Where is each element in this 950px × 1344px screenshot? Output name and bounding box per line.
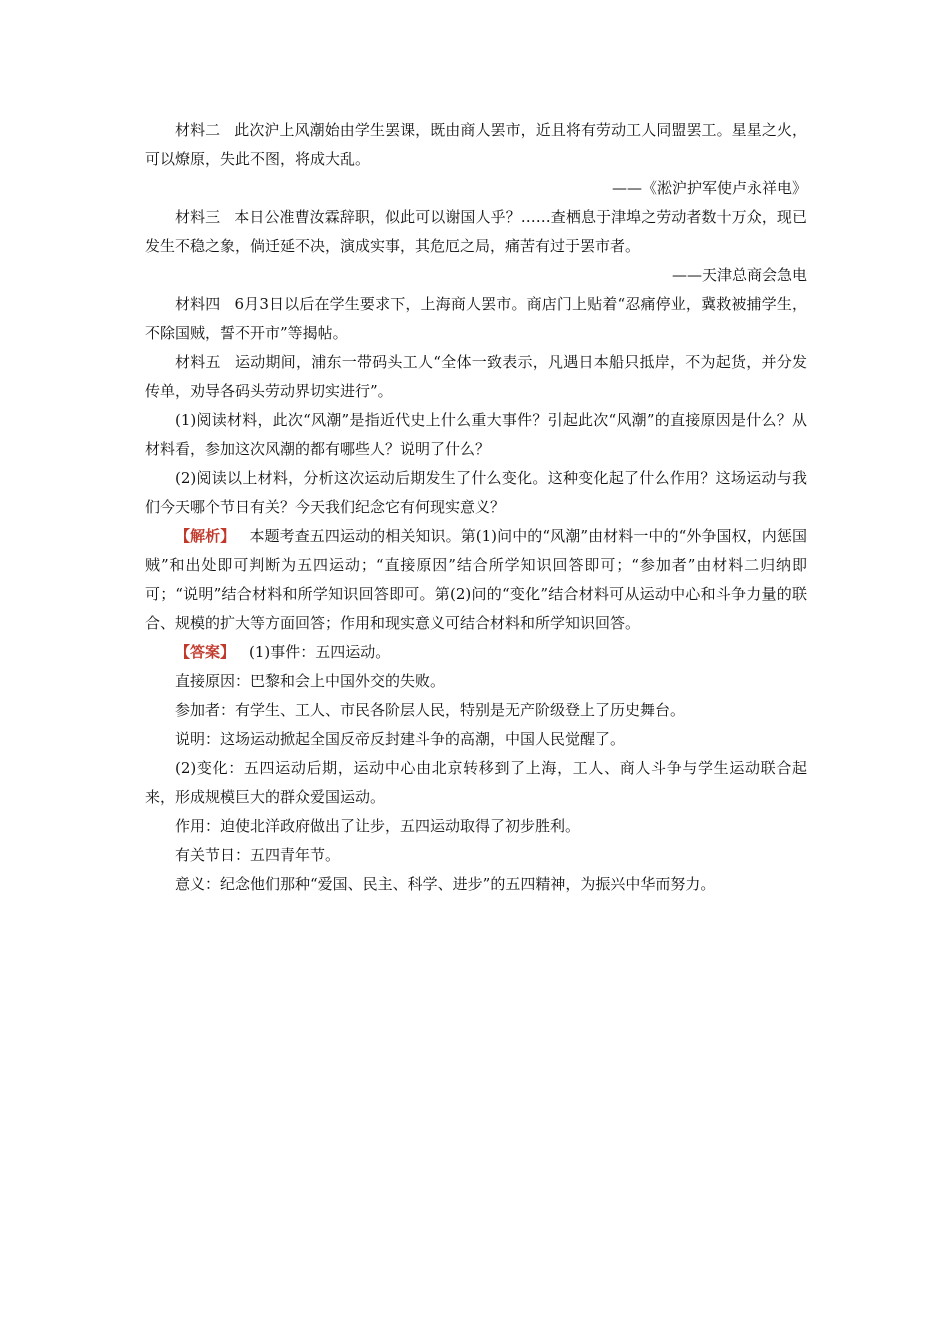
material-source: ——天津总商会急电 xyxy=(671,266,807,284)
analysis-text: 本题考查五四运动的相关知识。第(1)问中的“风潮”由材料一中的“外争国权，内惩国贼”和出处即可判断为五四运动；“直接原因”结合所学知识回答即可；“参加者”由材料二归纳即可；“说明”结合材料和所学知识回答即可。第(2)问的“变化”结合材料可从运动中心和斗争力量的联合、规模的扩大等方面回答；作用和现实意义可结合材料和所学知识回答。 xyxy=(145,527,807,632)
material-label: 材料五 xyxy=(175,353,221,371)
answer-line: 直接原因：巴黎和会上中国外交的失败。 xyxy=(175,672,446,690)
answer-line: 作用：迫使北洋政府做出了让步，五四运动取得了初步胜利。 xyxy=(175,817,581,835)
answer-event: (1)事件：五四运动。 xyxy=(249,643,391,661)
material-label: 材料二 xyxy=(175,121,221,139)
material-text: 运动期间，浦东一带码头工人“全体一致表示，凡遇日本船只抵岸，不为起货，并分发传单，劝导各码头劳动界切实进行”。 xyxy=(145,353,807,400)
analysis-tag: 【解析】 xyxy=(175,527,236,545)
material-text: 6月3日以后在学生要求下，上海商人罢市。商店门上贴着“忍痛停业，冀救被捕学生，不除国贼，誓不开市”等揭帖。 xyxy=(145,295,807,342)
analysis-paragraph xyxy=(145,522,807,638)
answer-part-2: (2)变化：五四运动后期，运动中心由北京转移到了上海，工人、商人斗争与学生运动联合起来，形成规模巨大的群众爱国运动。 xyxy=(145,759,807,806)
answer-line: 有关节日：五四青年节。 xyxy=(175,846,341,864)
question-1: (1)阅读材料，此次“风潮”是指近代史上什么重大事件？引起此次“风潮”的直接原因是什么？从材料看，参加这次风潮的都有哪些人？说明了什么？ xyxy=(145,411,807,458)
material-text: 本日公准曹汝霖辞职，似此可以谢国人乎？……查栖息于津埠之劳动者数十万众，现已发生不稳之象，倘迁延不决，演成实事，其危厄之局，痛苦有过于罢市者。 xyxy=(145,208,807,255)
material-5 xyxy=(145,348,807,406)
material-3 xyxy=(145,203,807,261)
question-2: (2)阅读以上材料，分析这次运动后期发生了什么变化。这种变化起了什么作用？这场运动与我们今天哪个节日有关？今天我们纪念它有何现实意义？ xyxy=(145,469,807,516)
material-label: 材料四 xyxy=(175,295,221,313)
material-4 xyxy=(145,290,807,348)
answer-line: 参加者：有学生、工人、市民各阶层人民，特别是无产阶级登上了历史舞台。 xyxy=(175,701,686,719)
document-page xyxy=(145,116,807,899)
answer-line: 意义：纪念他们那种“爱国、民主、科学、进步”的五四精神，为振兴中华而努力。 xyxy=(175,875,716,893)
material-2 xyxy=(145,116,807,174)
answer-tag: 【答案】 xyxy=(175,643,236,661)
material-source: ——《淞沪护军使卢永祥电》 xyxy=(611,179,807,197)
material-text: 此次沪上风潮始由学生罢课，既由商人罢市，近且将有劳动工人同盟罢工。星星之火，可以燎原，失此不图，将成大乱。 xyxy=(145,121,807,168)
material-label: 材料三 xyxy=(175,208,221,226)
answer-first-line xyxy=(145,638,807,667)
answer-line: 说明：这场运动掀起全国反帝反封建斗争的高潮，中国人民觉醒了。 xyxy=(175,730,626,748)
